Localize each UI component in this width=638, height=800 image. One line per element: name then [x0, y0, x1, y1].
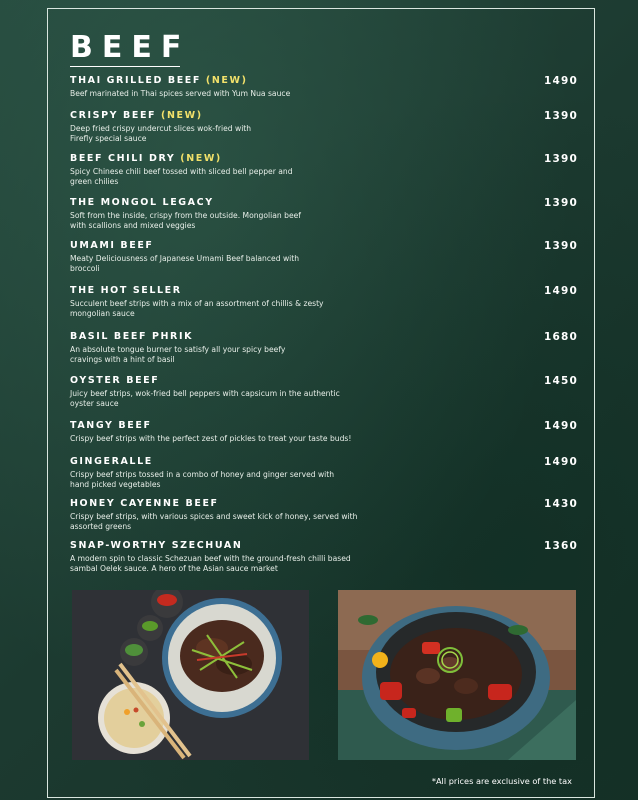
- menu-title: BEEF: [70, 30, 191, 65]
- item-price: 1390: [543, 197, 578, 209]
- new-badge: (NEW): [205, 75, 248, 86]
- beef-pepper-illustration: [338, 590, 576, 760]
- item-price: 1430: [543, 498, 578, 510]
- new-badge: (NEW): [180, 153, 222, 164]
- item-price: 1360: [543, 540, 578, 552]
- beef-dish-photo: [72, 590, 309, 760]
- title-underline: [70, 66, 180, 67]
- item-description: Juicy beef strips, wok-fried bell peppers with capsicum in the authentic oyster sauce: [70, 389, 340, 408]
- item-price: 1490: [543, 456, 578, 468]
- item-price: 1490: [543, 75, 578, 87]
- item-name: THE HOT SELLER: [70, 285, 182, 296]
- beef-pepper-photo: [338, 590, 576, 760]
- item-price: 1390: [543, 240, 578, 252]
- item-description: Spicy Chinese chili beef tossed with sliced bell pepper and green chilies: [70, 167, 293, 186]
- item-description: A modern spin to classic Schezuan beef with the ground-fresh chilli based sambal Oelek sauce. A hero of the Asian sauce market: [70, 554, 351, 573]
- item-description: An absolute tongue burner to satisfy all your spicy beefy cravings with a hint of basil: [70, 345, 286, 364]
- item-name: GINGERALLE: [70, 456, 153, 467]
- item-name: THE MONGOL LEGACY: [70, 197, 214, 208]
- item-description: Soft from the inside, crispy from the outside. Mongolian beef with scallions and mixed veggies: [70, 211, 301, 230]
- item-name: TANGY BEEF: [70, 420, 152, 431]
- item-name: SNAP-WORTHY SZECHUAN: [70, 540, 243, 551]
- item-name: BEEF CHILI DRY (NEW): [70, 153, 222, 164]
- item-price: 1390: [543, 153, 578, 165]
- beef-dish-illustration: [72, 590, 309, 760]
- item-price: 1680: [543, 331, 578, 343]
- item-price: 1490: [543, 285, 578, 297]
- tax-footnote: *All prices are exclusive of the tax: [431, 776, 572, 786]
- item-name: OYSTER BEEF: [70, 375, 160, 386]
- item-description: Deep fried crispy undercut slices wok-fried with Firefly special sauce: [70, 124, 252, 143]
- item-name: UMAMI BEEF: [70, 240, 154, 251]
- item-name: BASIL BEEF PHRIK: [70, 331, 194, 342]
- item-description: Crispy beef strips tossed in a combo of honey and ginger served with hand picked vegetables: [70, 470, 335, 489]
- item-name: THAI GRILLED BEEF (NEW): [70, 75, 248, 86]
- item-description: Meaty Deliciousness of Japanese Umami Beef balanced with broccoli: [70, 254, 300, 273]
- item-description: Succulent beef strips with a mix of an assortment of chillis & zesty mongolian sauce: [70, 299, 324, 318]
- item-name: CRISPY BEEF (NEW): [70, 110, 203, 121]
- item-description: Crispy beef strips, with various spices and sweet kick of honey, served with assorted greens: [70, 512, 358, 531]
- item-price: 1450: [543, 375, 578, 387]
- item-price: 1390: [543, 110, 578, 122]
- item-name: HONEY CAYENNE BEEF: [70, 498, 219, 509]
- item-price: 1490: [543, 420, 578, 432]
- item-description: Crispy beef strips with the perfect zest of pickles to treat your taste buds!: [70, 434, 352, 443]
- item-description: Beef marinated in Thai spices served with Yum Nua sauce: [70, 89, 291, 98]
- new-badge: (NEW): [161, 110, 203, 121]
